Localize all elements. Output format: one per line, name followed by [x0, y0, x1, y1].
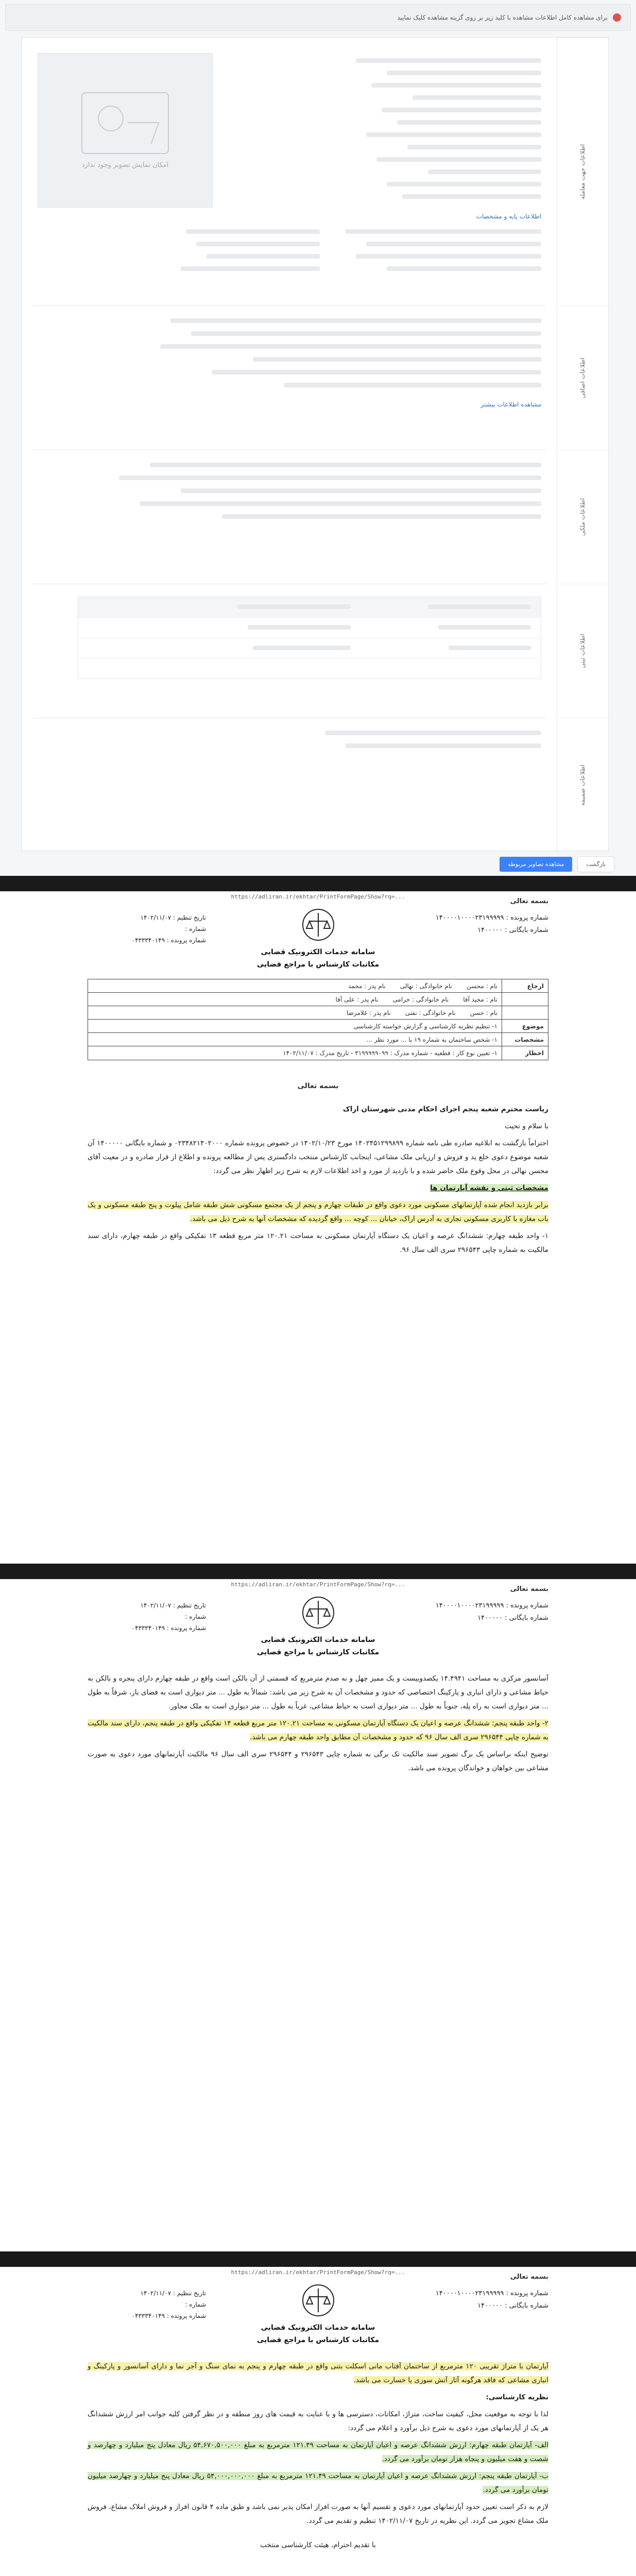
cell: نام : محسن	[466, 982, 497, 990]
row-value: ۱- شخص ساختمان به شماره ۱۹ با ... مورد نظر ...	[366, 1036, 497, 1043]
date-block	[88, 2287, 206, 2321]
document-pages	[0, 876, 636, 2576]
table-row	[88, 1006, 548, 1020]
issue-date: تاریخ تنظیم : ۱۴۰۲/۱۱/۰۷	[140, 2290, 206, 2297]
tab-property-info[interactable]: اطلاعات ملکی	[557, 450, 608, 584]
text-line	[346, 743, 541, 748]
table-row	[88, 1020, 548, 1033]
case-card	[22, 37, 609, 851]
text-line	[387, 71, 541, 75]
text-line	[449, 646, 531, 650]
case-number: شماره پرونده : ۱۴۰۰۰۰۱۰۰۰۰۲۳۱۹۹۹۹۹	[435, 1602, 548, 1609]
org-header	[242, 2282, 394, 2346]
side-tabs	[557, 38, 608, 851]
paragraph-text: لازم به ذکر است تعیین حدود آپارتمانهای مورد دعوی و تقسیم آنها به صورت افراز امکان پذیر نمی باشد و طبق ماده ۴ قانون افراز و فروش املاک مشاع، فروش ملک مشاع تجویز می گردد. این نظریه در تاریخ ۱۴۰۲/۱۱/۰۷ تنظیم و تقدیم می گردد.	[88, 2503, 548, 2525]
section-title	[88, 1181, 548, 1195]
row-value	[88, 979, 502, 992]
page-separator	[0, 876, 636, 891]
greeting: با سلام و تحیت	[505, 1122, 548, 1130]
case-number: شماره پرونده : ۱۴۰۰۰۰۱۰۰۰۰۲۳۱۹۹۹۹۹	[435, 914, 548, 922]
org-header	[242, 907, 394, 971]
table-row	[88, 1033, 548, 1046]
text-line	[181, 266, 320, 271]
file-number: شماره پرونده : ۰۴۳۳۳۴۰۱۴۹	[131, 937, 206, 944]
letter-number: شماره :	[185, 1613, 206, 1620]
text-line	[170, 318, 541, 323]
text-line	[207, 254, 320, 259]
paragraph-text: الف- آپارتمان طبقه چهارم: ارزش ششدانگ عرصه و اعیان آپارتمان به مساحت ۱۲۱.۴۹ مترمربع به مبلغ ۵۴,۶۷۰,۵۰۰,۰۰۰ ریال معادل پنج میلیارد و چهارصد و شصت و هفت میلیون و پنجاه هزار تومان برآورد می گردد.	[88, 2441, 548, 2463]
page-url: https://adliran.ir/ekhtar/PrintFormPage/Show?rq=...	[231, 2269, 405, 2276]
date-block	[88, 912, 206, 946]
paragraph-text: لذا با توجه به موقعیت محل، کیفیت ساخت، متراژ، امکانات، دسترسی ها و با عنایت به قیمت های روز منطقه و در نظر گرفتن کلیه جوانب امر ارزش ششدانگ هر یک از آپارتمانهای مورد دعوی به شرح ذیل برآورد و اعلام می گردد:	[88, 2410, 548, 2432]
cell: نام پدر : غلامرضا	[347, 1009, 391, 1016]
banner-text: برای مشاهده کامل اطلاعات مشاهده با کلید زیر بر روی گزینه مشاهده کلیک نمایید	[397, 14, 608, 21]
section-title: نظریه کارشناسی:	[486, 2393, 548, 2401]
notice-banner	[5, 4, 631, 31]
text-line	[428, 604, 531, 609]
text-line	[237, 604, 351, 609]
text-line	[181, 488, 541, 493]
paragraph-text: آپارتمان با متراژ تقریبی ۱۲۰ مترمربع از ساختمان آفتاب مانی اسکلت بتنی واقع در طبقه چهارم و پنجم به نمای سنگ و آجر نما و دارای آسانسور و پارکینگ و انباری مشاعی که فاقد هرگونه آثار آتش سوزی یا خسارت می باشد.	[88, 2362, 548, 2384]
judiciary-emblem-icon	[300, 2282, 336, 2318]
case-numbers	[435, 912, 548, 937]
org-name: سامانه خدمات الکترونیک قضایی	[261, 948, 375, 956]
page-separator	[0, 2251, 636, 2267]
photo-caption: امکان نمایش تصویر وجود ندارد	[81, 161, 169, 169]
org-name: سامانه خدمات الکترونیک قضایی	[261, 1636, 375, 1644]
report-body	[88, 1672, 548, 1778]
text-line	[140, 501, 541, 506]
case-number: شماره پرونده : ۱۴۰۰۰۰۱۰۰۰۰۲۳۱۹۹۹۹۹	[435, 2290, 548, 2297]
text-line	[387, 266, 541, 271]
paragraph	[88, 2408, 548, 2435]
tab-extra-info[interactable]: اطلاعات اضافی	[557, 306, 608, 450]
text-line	[346, 229, 541, 234]
archive-number: شماره بایگانی : ۱۴۰۰۰۰۰	[477, 1614, 548, 1622]
paragraph	[88, 2469, 548, 2497]
cell: نام پدر : علی آقا	[335, 995, 379, 1003]
doc-heading: بسمه تعالی	[510, 2273, 548, 2281]
more-info-link[interactable]: مشاهده اطلاعات بیشتر	[480, 401, 541, 408]
image-icon	[81, 92, 169, 154]
text-line	[160, 344, 541, 349]
text-line	[402, 194, 541, 199]
text-line	[382, 108, 541, 112]
paragraph-text: احتراماً بازگشت به ابلاغیه صادره طی نامه شماره ۱۴۰۲۴۵۱۲۹۹۸۹۹ مورخ ۱۴۰۲/۱۰/۲۳ در خصوص پرونده شماره ۰۲۳۴۸۲۱۴۰۲۰۰۰ و شماره بایگانی ۱۴۰۰۰۰۰ آن شعبه موضوع دعوی خلع ید و فروش و ارزیابی ملک مشاعی، اینجانب کارشناس منتخب دادگستری پس از مطالعه پرونده و اطلاع از قرار صادره و در معیت آقای محسن نهالی در محل وقوع ملک حاضر شده و با بازدید از مورد و اخذ اطلاعات لازم به شرح زیر اظهار نظر می گردد:	[88, 1139, 548, 1175]
paragraph-text: آسانسور مرکزی به مساحت ۱۴.۴۹۴۱ یکصدوبیست و یک ممیز چهل و نه صدم مترمربع که قسمتی از آن بالکن است واقع در طبقه چهارم دارای پنجره و بالکن به حیاط مشاعی و دارای انباری و پارکینگ اختصاصی که حدود و مشخصات آن به شرح زیر می باشد: شمالاً به طول ... متر دیواری است به فضای باز، شرقاً به طول ... متر دیواری است به راه پله، جنوباً به طول ... متر دیواری است به حیاط مشاعی، غرباً به طول ... متر دیواری است به ملک مجاور.	[88, 1674, 548, 1710]
text-line	[150, 463, 541, 467]
case-numbers	[435, 2287, 548, 2312]
page-separator	[0, 1564, 636, 1579]
org-subtitle: مکاتبات کارشناس با مراجع قضایی	[256, 960, 380, 969]
alert-icon	[613, 13, 621, 22]
paragraph-text: ۱- واحد طبقه چهارم: ششدانگ عرصه و اعیان یک دستگاه آپارتمان مسکونی به مساحت ۱۲۰.۲۱ متر مربع قطعه ۱۳ تفکیکی واقع در طبقه چهارم، دارای سند مالکیت به شماره چاپی ۲۹۶۵۴۳ سری الف سال ۹۶.	[88, 1232, 548, 1254]
text-line	[253, 357, 541, 362]
text-line	[366, 242, 541, 246]
row-key: مشخصات	[502, 1033, 548, 1046]
cell: نام : حسن	[470, 1009, 497, 1016]
details-link[interactable]: اطلاعات پایه و مشخصات	[476, 213, 541, 220]
row-value	[88, 1006, 502, 1019]
document-page-2	[72, 1579, 564, 2251]
text-line	[253, 646, 351, 650]
report-body	[88, 2360, 548, 2555]
archive-number: شماره بایگانی : ۱۴۰۰۰۰۰	[477, 2302, 548, 2310]
text-line	[428, 170, 541, 174]
back-button[interactable]: بازگشت	[577, 856, 614, 872]
table-row	[88, 993, 548, 1006]
row-value: ۱- تعیین نوع کار : قطعیه - شماره مدرک : ۳۱۹۹۹۹۹۰۹۹ - تاریخ مدرک : ۱۴۰۲/۱۱/۰۷	[283, 1049, 497, 1057]
text-line	[186, 229, 320, 234]
archive-number: شماره بایگانی : ۱۴۰۰۰۰۰	[477, 926, 548, 934]
issue-date: تاریخ تنظیم : ۱۴۰۲/۱۱/۰۷	[140, 914, 206, 921]
row-key: اخطار	[502, 1046, 548, 1060]
letter-number: شماره :	[185, 2301, 206, 2308]
text-line	[407, 145, 541, 149]
paragraph-text: ۲- واحد طبقه پنجم: ششدانگ عرصه و اعیان یک دستگاه آپارتمان مسکونی به مساحت ۱۲۰.۲۱ متر مربع قطعه ۱۴ تفکیکی واقع در طبقه پنجم، دارای سند مالکیت به شماره چاپی ۲۹۶۵۴۴ سری الف سال ۹۶ که حدود و مشخصات آن مطابق واحد طبقه چهارم می باشد.	[88, 1719, 548, 1741]
org-name: سامانه خدمات الکترونیک قضایی	[261, 2324, 375, 2332]
paragraph	[88, 1137, 548, 1178]
text-line	[397, 120, 541, 125]
text-line	[366, 132, 541, 137]
issue-date: تاریخ تنظیم : ۱۴۰۲/۱۱/۰۷	[140, 1602, 206, 1609]
row-value	[88, 993, 502, 1006]
paragraph-text: برابر بازدید انجام شده آپارتمانهای مسکونی مورد دعوی واقع در طبقات چهارم و پنجم از یک مجتمع مسکونی شش طبقه شامل پیلوت و پنج طبقه مسکونی و یک باب مغازه با کاربری مسکونی تجاری به آدرس اراک، خیابان ... کوچه ... واقع گردیده که مشخصات آنها به شرح ذیل می باشد.	[88, 1201, 548, 1223]
cell: نام : مجید آقا	[463, 995, 497, 1003]
text-line	[284, 383, 541, 387]
row-key: موضوع	[502, 1020, 548, 1032]
tab-deal-info[interactable]: اطلاعات جهت معامله	[557, 38, 608, 306]
text-line	[248, 625, 351, 630]
judiciary-emblem-icon	[300, 907, 336, 943]
section-title-text: مشخصات ثبتی و نقشه آپارتمان ها	[430, 1184, 548, 1192]
file-number: شماره پرونده : ۰۴۳۳۳۴۰۱۴۹	[131, 2312, 206, 2319]
text-line	[191, 331, 541, 336]
text-line	[196, 242, 320, 246]
text-line	[438, 625, 531, 630]
section-heading: بسمه تعالی	[297, 1082, 339, 1090]
paragraph	[88, 1198, 548, 1226]
cell: نام خانوادگی : نفتی	[405, 1009, 456, 1016]
paragraph	[88, 2438, 548, 2466]
text-line	[387, 182, 541, 187]
page-url: https://adliran.ir/ekhtar/PrintFormPage/Show?rq=...	[231, 1581, 405, 1588]
closing: با تقدیم احترام، هیئت کارشناسی منتخب	[260, 2541, 376, 2549]
paragraph-text: ب- آپارتمان طبقه پنجم: ارزش ششدانگ عرصه و اعیان آپارتمان به مساحت ۱۲۱.۴۹ مترمربع به مبلغ ۵۴,۰۰۰,۰۰۰,۰۰۰ ریال معادل پنج میلیارد و چهارصد میلیون تومان برآورد می گردد.	[88, 2472, 548, 2494]
tab-registry-info[interactable]: اطلاعات ثبتی	[557, 584, 608, 718]
cell: نام پدر : محمد	[348, 982, 386, 990]
file-number: شماره پرونده : ۰۴۳۳۳۴۰۱۴۹	[131, 1624, 206, 1632]
document-page-3	[72, 2267, 564, 2576]
text-line	[325, 731, 541, 735]
cell: نام خانوادگی : نهالی	[400, 982, 452, 990]
row-key: ارجاع	[502, 979, 548, 992]
portal-area	[0, 0, 636, 876]
text-line	[356, 254, 541, 259]
paragraph	[88, 1717, 548, 1744]
paragraph	[88, 2360, 548, 2387]
photo-placeholder	[38, 53, 213, 208]
text-line	[371, 83, 541, 88]
document-page-1	[72, 891, 564, 1564]
text-line	[376, 157, 541, 162]
text-line	[119, 476, 541, 480]
row-key	[502, 1006, 548, 1019]
paragraph	[88, 1672, 548, 1714]
text-line	[222, 514, 541, 519]
doc-heading: بسمه تعالی	[510, 897, 548, 905]
date-block	[88, 1600, 206, 1634]
letter-number: شماره :	[185, 925, 206, 933]
case-numbers	[435, 1600, 548, 1624]
paragraph	[88, 2500, 548, 2528]
text-line	[212, 370, 541, 375]
row-key	[502, 993, 548, 1006]
text-line	[412, 95, 541, 100]
tab-attachment-info[interactable]: اطلاعات ضمیمه	[557, 718, 608, 852]
judiciary-emblem-icon	[300, 1595, 336, 1631]
salutation: ریاست محترم شعبه پنجم اجرای احکام مدنی شهرستان اراک	[342, 1105, 548, 1113]
report-body	[88, 1103, 548, 1260]
registry-table	[78, 597, 541, 679]
parties-table	[88, 979, 548, 1060]
table-row	[88, 979, 548, 993]
action-bar	[22, 855, 614, 873]
doc-heading: بسمه تعالی	[510, 1585, 548, 1593]
org-header	[242, 1595, 394, 1658]
paragraph	[88, 1229, 548, 1257]
text-line	[356, 58, 541, 63]
org-subtitle: مکاتبات کارشناس با مراجع قضایی	[256, 2336, 380, 2344]
cell: نام خانوادگی : خرامی	[392, 995, 449, 1003]
paragraph	[88, 1748, 548, 1775]
org-subtitle: مکاتبات کارشناس با مراجع قضایی	[256, 1648, 380, 1656]
table-row	[88, 1046, 548, 1060]
paragraph-text: توضیح اینکه براساس یک برگ تصویر سند مالکیت تک برگی به شماره چاپی ۲۹۶۵۴۳ و ۲۹۶۵۴۴ سری الف سال ۹۶ مالکیت آپارتمانهای مورد دعوی به صورت مشاعی بین خواهان و خواندگان پرونده می باشد.	[88, 1750, 548, 1772]
view-images-button[interactable]: مشاهده تصاویر مربوطه	[500, 857, 572, 872]
page-url: https://adliran.ir/ekhtar/PrintFormPage/Show?rq=...	[231, 893, 405, 900]
row-value: ۱- تنظیم نظریه کارشناسی و گزارش خواسته کارشناسی	[353, 1022, 497, 1030]
